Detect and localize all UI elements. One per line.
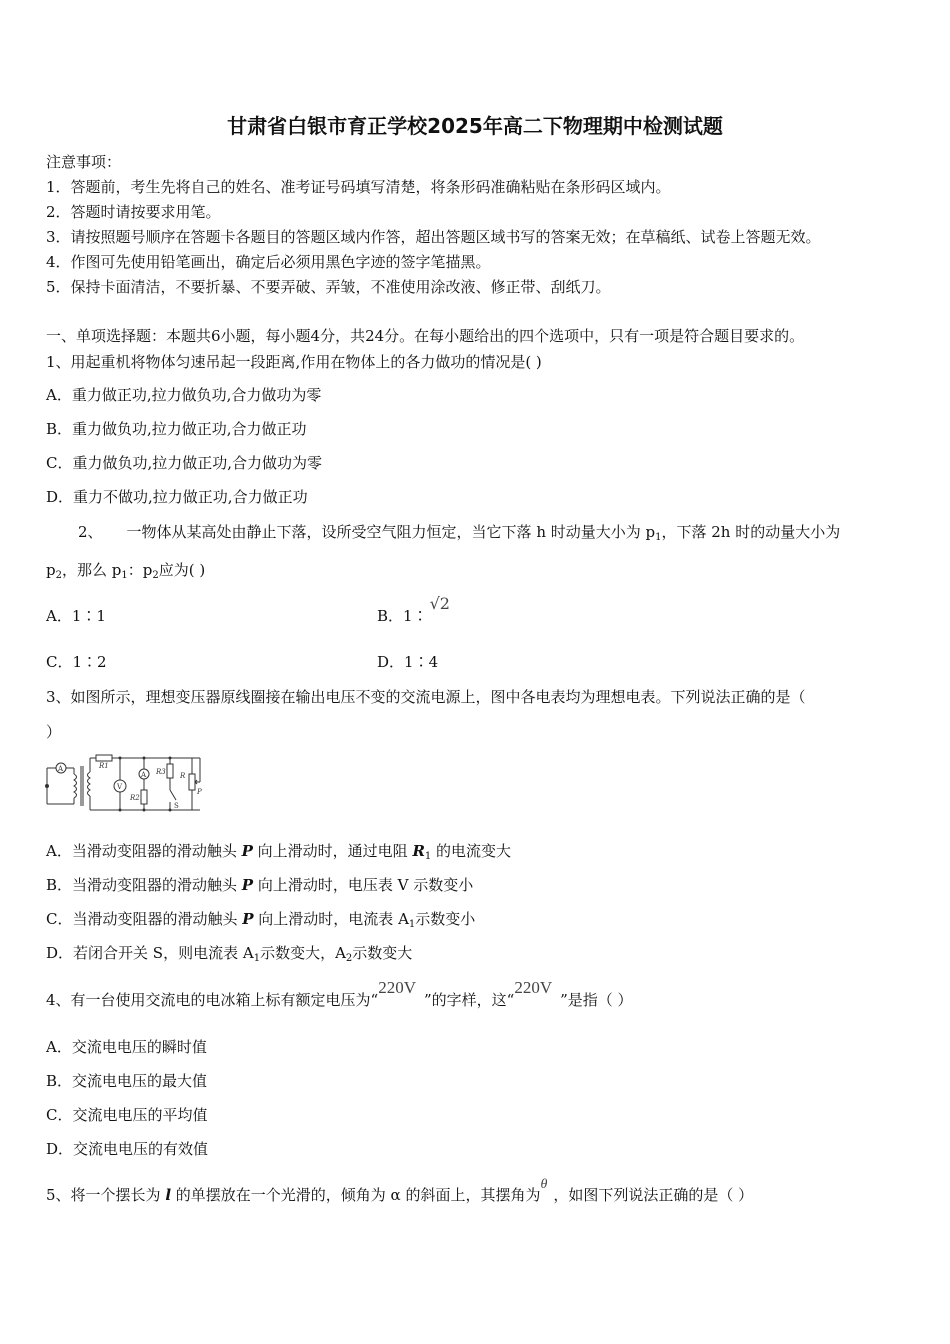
question-2-p2: p <box>46 561 56 579</box>
question-4-option-a: A．交流电电压的瞬时值 <box>46 1038 207 1056</box>
q3b-post: 向上滑动时，电压表 V 示数变小 <box>253 876 474 894</box>
notice-item-4: 4．作图可先使用铅笔画出，确定后必须用黑色字迹的签字笔描黑。 <box>46 253 491 271</box>
question-2-stem-part5: 应为( ) <box>158 561 206 579</box>
question-3-stem-end: ） <box>46 723 62 741</box>
q3a-pre: A．当滑动变阻器的滑动触头 <box>46 842 242 860</box>
question-2-stem-part4: ：p <box>127 561 153 579</box>
question-3-stem: 3、如图所示，理想变压器原线圈接在输出电压不变的交流电源上，图中各电表均为理想电表。下列说法正确的是（ <box>46 688 806 706</box>
notice-item-5: 5．保持卡面清洁，不要折暴、不要弄破、弄皱，不准使用涂改液、修正带、刮纸刀。 <box>46 278 611 296</box>
question-1-option-d: D．重力不做功,拉力做正功,合力做正功 <box>46 488 308 506</box>
r2-label: R2 <box>130 794 140 802</box>
question-1-stem: 1、用起重机将物体匀速吊起一段距离,作用在物体上的各力做功的情况是( ) <box>46 353 542 371</box>
notice-item-3: 3．请按照题号顺序在答题卡各题目的答题区域内作答，超出答题区域书写的答案无效；在草稿纸、试卷上答题无效。 <box>46 228 821 246</box>
question-1-option-c: C．重力做负功,拉力做正功,合力做功为零 <box>46 454 323 472</box>
question-2-sub3: 1 <box>121 570 128 581</box>
q3c-sub: 1 <box>408 919 416 930</box>
question-5-stem <box>46 1177 754 1207</box>
question-4-option-c: C．交流电电压的平均值 <box>46 1106 208 1124</box>
question-4-option-d: D．交流电电压的有效值 <box>46 1140 209 1158</box>
ammeter-2-label: A <box>141 771 147 779</box>
question-2-stem-part3: ，那么 p <box>61 561 122 579</box>
switch-label: S <box>174 802 179 810</box>
question-1-option-a: A．重力做正功,拉力做负功,合力做功为零 <box>46 386 322 404</box>
notice-item-2: 2．答题时请按要求用笔。 <box>46 203 221 221</box>
voltmeter-label: V <box>117 783 123 791</box>
q5-stem-part1: 5、将一个摆长为 <box>46 1186 166 1204</box>
q3c-mid: 向上滑动时，电流表 A <box>253 910 409 928</box>
q3a-post: 的电流变大 <box>431 842 512 860</box>
question-3-option-d <box>46 943 412 969</box>
rated-voltage-formula-1: 220V <box>378 978 416 997</box>
question-2-option-d: D．1∶4 <box>377 653 439 671</box>
question-3-option-b <box>46 875 473 895</box>
question-3-option-c <box>46 909 475 935</box>
theta-formula: θ <box>540 1177 548 1192</box>
r-label: R <box>180 772 186 780</box>
slider-p-label: P <box>197 788 202 796</box>
question-2-sub4: 2 <box>152 570 159 581</box>
question-2-number: 2、 <box>78 523 103 541</box>
q3b-pre: B．当滑动变阻器的滑动触头 <box>46 876 242 894</box>
transformer-circuit-diagram <box>44 752 206 814</box>
question-2-sub1: 1 <box>655 532 662 543</box>
question-4-option-b: B．交流电电压的最大值 <box>46 1072 208 1090</box>
q4-stem-part3: ”是指（ ） <box>560 991 633 1009</box>
question-2-stem-line1 <box>78 522 840 548</box>
question-2-option-b-text: B．1∶ <box>377 607 428 625</box>
q3c-p: P <box>242 910 254 928</box>
q4-stem-part2: ”的字样，这“ <box>424 991 515 1009</box>
r1-label: R1 <box>99 762 109 770</box>
r3-label: R3 <box>156 768 166 776</box>
q3b-p: P <box>241 876 254 894</box>
question-4-stem <box>46 978 633 1010</box>
question-2-stem-part2: ，下落 2h 时的动量大小为 <box>661 523 841 541</box>
question-2-stem-line2 <box>46 560 205 586</box>
q4-stem-part1: 4、有一台使用交流电的电冰箱上标有额定电压为“ <box>46 991 379 1009</box>
rated-voltage-formula-2: 220V <box>514 978 553 997</box>
q3d-post: 示数变大 <box>352 944 413 962</box>
question-2-stem-part1: 一物体从某高处由静止下落，设所受空气阻力恒定，当它下落 h 时动量大小为 p <box>126 523 656 541</box>
q3a-mid: 向上滑动时，通过电阻 <box>252 842 413 860</box>
q3a-r: R <box>412 842 425 860</box>
notice-item-1: 1．答题前，考生先将自己的姓名、准考证号码填写清楚，将条形码准确粘贴在条形码区域内。 <box>46 178 671 196</box>
q3a-sub: 1 <box>424 851 432 862</box>
q3d-pre: D．若闭合开关 S，则电流表 A <box>46 944 254 962</box>
ammeter-1-label: A <box>58 765 64 773</box>
question-3-option-a <box>46 841 511 867</box>
q5-stem-part3: ，如图下列说法正确的是（ ） <box>553 1186 754 1204</box>
q3d-sub2: 2 <box>345 953 353 964</box>
question-2-sub2: 2 <box>55 570 62 581</box>
sqrt-two-formula: √2 <box>429 594 450 613</box>
q3d-mid: 示数变大，A <box>260 944 346 962</box>
q3a-p: P <box>241 842 253 860</box>
question-2-option-a: A．1∶1 <box>46 607 106 625</box>
pendulum-length-symbol: l <box>165 1186 172 1204</box>
section-heading: 一、单项选择题：本题共6小题，每小题4分，共24分。在每小题给出的四个选项中，只有一项是符合题目要求的。 <box>46 327 805 345</box>
q3d-sub: 1 <box>253 953 261 964</box>
q5-stem-part2: 的单摆放在一个光滑的，倾角为 α 的斜面上，其摆角为 <box>171 1186 541 1204</box>
page-title: 甘肃省白银市育正学校2025年高二下物理期中检测试题 <box>227 114 723 138</box>
question-2-option-b <box>377 594 450 626</box>
q3c-post: 示数变小 <box>415 910 476 928</box>
question-1-option-b: B．重力做负功,拉力做正功,合力做正功 <box>46 420 307 438</box>
notice-heading: 注意事项： <box>46 153 122 171</box>
q3c-pre: C．当滑动变阻器的滑动触头 <box>46 910 243 928</box>
question-2-option-c: C．1∶2 <box>46 653 107 671</box>
